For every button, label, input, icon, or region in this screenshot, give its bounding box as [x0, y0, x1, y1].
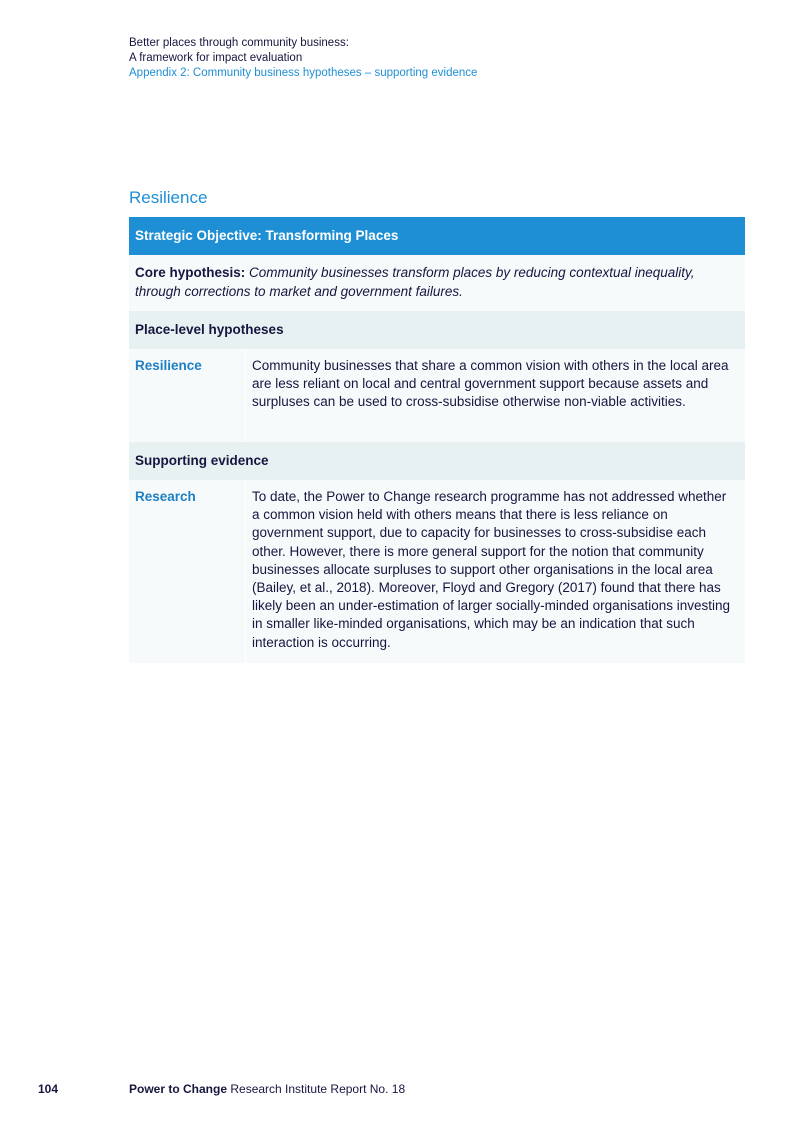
page-number: 104	[38, 1082, 59, 1096]
footer-brand: Power to Change	[129, 1082, 228, 1096]
hypothesis-label: Resilience	[129, 349, 246, 442]
section-title: Resilience	[129, 188, 208, 207]
evidence-row	[129, 480, 745, 663]
header-title-line2: A framework for impact evaluation	[129, 52, 303, 64]
hypothesis-row	[129, 349, 745, 442]
hypothesis-table	[129, 217, 745, 663]
running-header	[129, 36, 477, 81]
core-hypothesis-row	[129, 255, 745, 311]
core-hypothesis-text: Community businesses transform places by reducing contextual inequality, through corrections to market and government failures.	[135, 265, 695, 299]
header-title-line1: Better places through community business:	[129, 37, 349, 49]
place-level-heading-row: Place-level hypotheses	[129, 311, 745, 349]
strategic-objective-row: Strategic Objective: Transforming Places	[129, 217, 745, 255]
core-hypothesis-label: Core hypothesis:	[135, 265, 246, 280]
evidence-label: Research	[129, 480, 246, 663]
header-appendix-line: Appendix 2: Community business hypotheses – supporting evidence	[129, 67, 478, 79]
footer-report-name: Research Institute Report No. 18	[230, 1082, 406, 1096]
hypothesis-text: Community businesses that share a common vision with others in the local area are less reliant on local and central government support because assets and surpluses can be used to cross-subsidise otherwise non-viable activities.	[252, 358, 729, 410]
evidence-text: To date, the Power to Change research programme has not addressed whether a common vision held with others means that there is less reliance on government support, due to capacity for businesses to cross-subsidise each other. However, there is more general support for the notion that community businesses allocate surpluses to support other organisations in the local area (Bailey, et al., 2018). Moreover, Floyd and Gregory (2017) found that there has likely been an under-estimation of larger socially-minded organisations investing in smaller like-minded organisations, which may be an indication that such interaction is occurring.	[252, 489, 731, 650]
footer-report-title	[129, 1082, 405, 1096]
supporting-evidence-heading-row: Supporting evidence	[129, 442, 745, 480]
